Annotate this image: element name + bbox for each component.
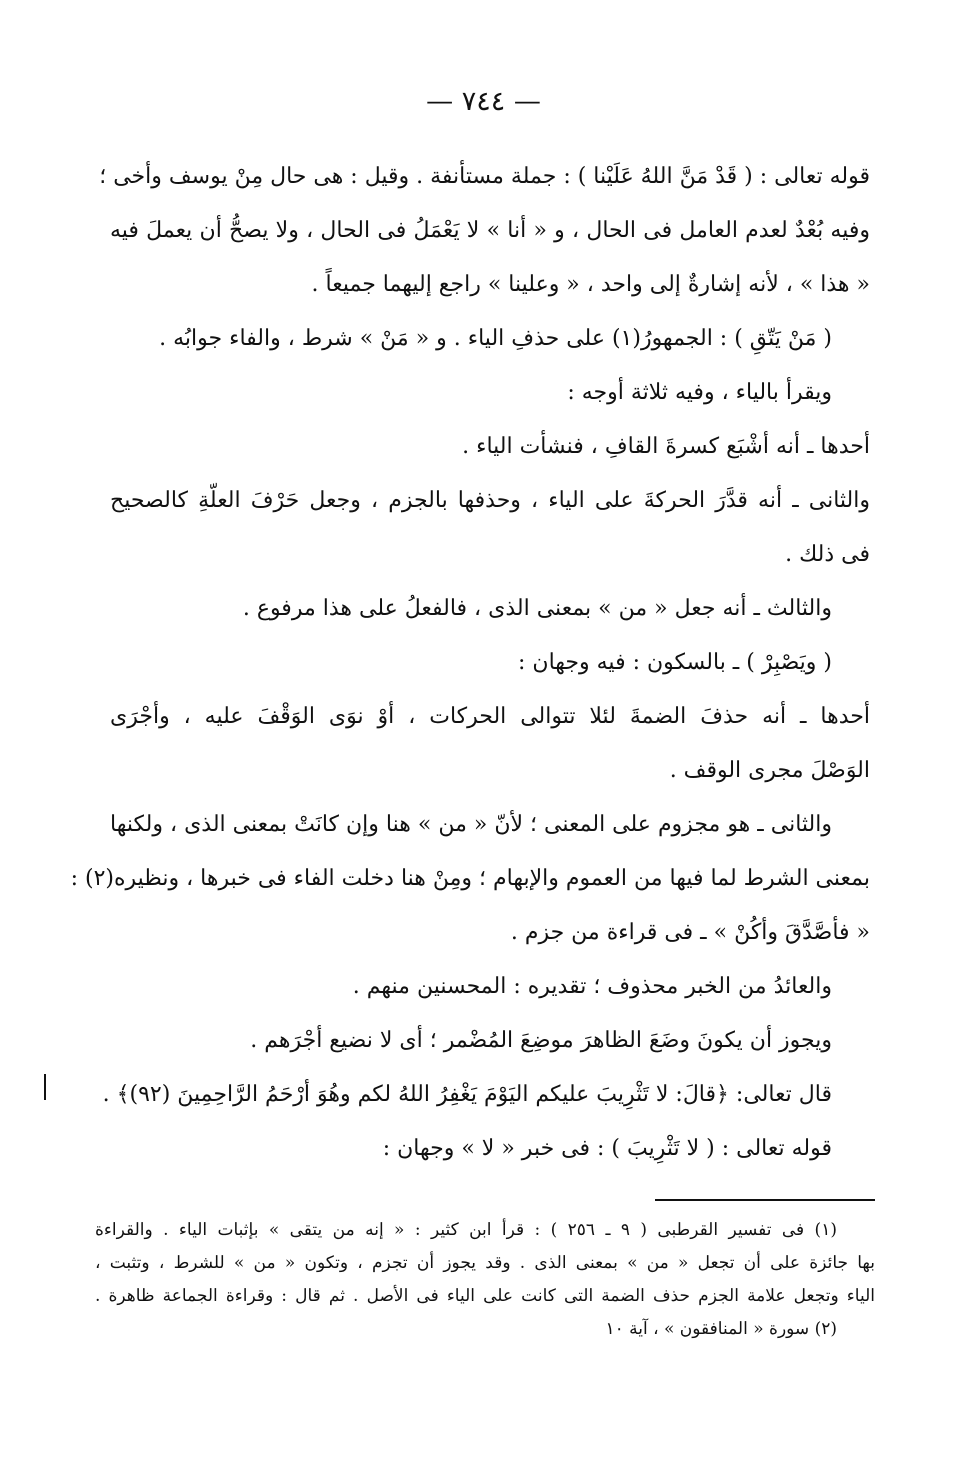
footnote-divider [655, 1199, 875, 1201]
text-line: « هذا » ، لأنه إشارةٌ إلى واحد ، « وعلينا » راجع إليهما جميعاً . [311, 272, 870, 297]
text-line: ( ويَصْبِرْ ) ـ بالسكون : فيه وجهان : [518, 650, 832, 675]
text-line: والثانى ـ أنه قدَّرَ الحركةَ على الياء ، وحذفها بالجزم ، وجعل حَرْفَ العلّةِ كالصحيح [110, 488, 870, 513]
text-line: والثانى ـ هو مجزوم على المعنى ؛ لأنّ « من » هنا وإن كانَتْ بمعنى الذى ، ولكنها [110, 812, 832, 837]
text-line: ويجوز أن يكونَ وضَعَ الظاهرَ موضِعَ المُضْمر ؛ أى لا نضيع أجْرَهم . [250, 1028, 832, 1053]
footnote-line: بها جائزة على أن تجعل « من » بمعنى الذى . وقد يجوز أن تجزم ، وتكون « من » للشرط ، وتثبت ، [95, 1253, 875, 1273]
main-text [70, 150, 870, 1176]
page-number: — ٧٤٤ — [426, 86, 541, 117]
text-line: والعائدُ من الخبر محذوف ؛ تقديره : المحسنين منهم . [352, 974, 832, 999]
text-line: ( مَنْ يَتّقِ ) : الجمهورُ(١) على حذفِ الياء . و « مَنْ » شرط ، والفاء جوابُه . [159, 326, 832, 351]
footnotes [95, 1214, 875, 1346]
margin-mark [44, 1074, 46, 1100]
footnote-line: (٢) سورة « المنافقون » ، آية ١٠ [605, 1319, 837, 1339]
text-line: قوله تعالى : ( قَدْ مَنَّ اللهُ عَلَيْنا ) : جملة مستأنفة . وقيل : هى حال مِنْ يوسف وأخى ؛ [99, 164, 870, 189]
text-line: قوله تعالى : ( لا تَثْرِيبَ ) : فى خبر « لا » وجهان : [382, 1136, 832, 1161]
text-line: ويقرأ بالياء ، وفيه ثلاثة أوجه : [567, 380, 832, 405]
text-line: بمعنى الشرط لما فيها من العموم والإبهام ؛ ومِنْ هنا دخلت الفاء فى خبرها ، ونظيره(٢) : [70, 866, 870, 891]
footnote-line: الياء وتجعل علامة الجزم حذف الضمة التى كانت على الياء فى الأصل . ثم قال : وقراءة الجماعة ظاهرة . [95, 1286, 875, 1306]
text-line: قال تعالى: ﴿قالَ: لا تَثْرِيبَ عليكم اليَوْمَ يَغْفِرُ اللهُ لكم وهُوَ أرْحَمُ الرَّاحِمِينَ (٩٢)﴾ . [102, 1082, 832, 1107]
text-line: فى ذلك . [785, 542, 870, 567]
text-line: والثالث ـ أنه جعل « من » بمعنى الذى ، فالفعلُ على هذا مرفوع . [242, 596, 832, 621]
text-line: أحدها ـ أنه حذفَ الضمةَ لئلا تتوالى الحركات ، أوْ نوَى الوَقْفَ عليه ، وأجْرَى [110, 704, 870, 729]
footnote-line: (١) فى تفسير القرطبى ( ٩ ـ ٢٥٦ ) : قرأ ابن كثير : « إنه من يتقى » بإثبات الياء . والقراءة [95, 1220, 837, 1240]
text-line: أحدها ـ أنه أشْبَع كسرةَ القافِ ، فنشأت الياء . [462, 434, 870, 459]
text-line: الوَصْلَ مجرى الوقف . [669, 758, 870, 783]
text-line: وفيه بُعْدٌ لعدم العامل فى الحال ، و « أنا » لا يَعْمَلُ فى الحال ، ولا يصحُّ أن يعملَ فيه [110, 218, 870, 243]
text-line: « فأصَّدَّقَ وأكُنْ » ـ فى قراءة من جزم . [510, 920, 870, 945]
